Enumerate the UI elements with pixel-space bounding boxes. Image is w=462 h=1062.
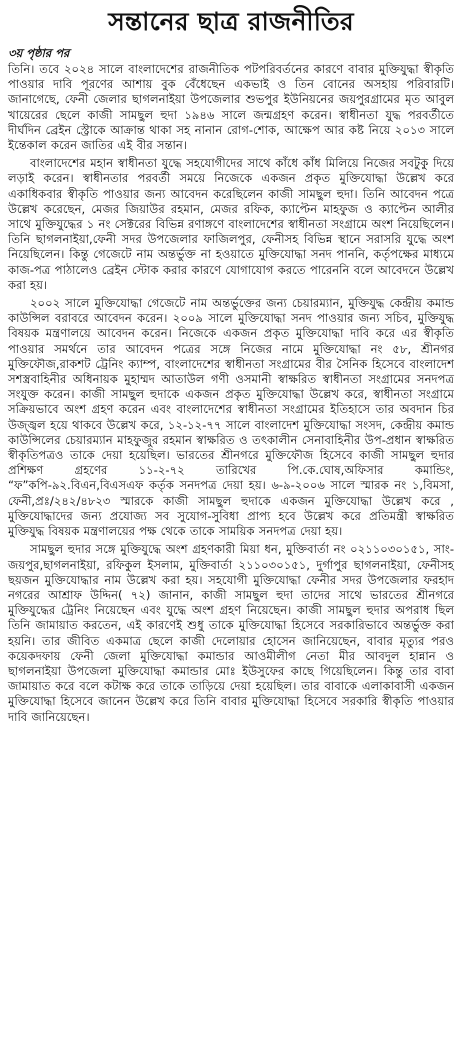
continuation-note: ৩য় পৃষ্ঠার পর [8,46,70,60]
article-paragraph-2: বাংলাদেশের মহান স্বাধীনতা যুদ্ধে সহযোগীদের সাথে কাঁধে কাঁধ মিলিয়ে নিজের সবটুকু দিয়ে লড়াই করেন। স্বাধীনতার পরবর্তী সময়ে নিজেকে একজন প্রকৃত মুক্তিযোদ্ধা উল্লেখ করে একাধিকবার স্বীকৃতি পাওয়ার জন্য আবেদন করেছিলেন কাজী সামছুল হুদা। তিনি আবেদন পত্রে উল্লেখ করেছেন, মেজর জিয়াউর রহমান, মেজর রফিক, ক্যাপ্টেন মাহফুজ ও ক্যাপ্টেন আলীর সাথে মুক্তিযুদ্ধের ১ নং সেক্টরের বিভিন্ন রণাঙ্গণে বাংলাদেশের স্বাধীনতা সংগ্রামে অংশ নিয়েছিলেন। তিনি ছাগলনাইয়া,ফেনী সদর উপজেলার ফাজিলপুর, ফেনীসহ বিভিন্ন স্থানে সরাসরি যুদ্ধে অংশ নিয়েছিলেন। কিন্তু গেজেটে নাম অন্তর্ভুক্ত না হওয়াতে মুক্তিযোদ্ধা সনদ পাননি, কর্তৃপক্ষের মাধ্যমে কাজ-পত্র পাঠালেও ব্রেইন স্টোক করার কারণে যোগাযোগ করতে পারেননি বলে আবেদনে উল্লেখ করা হয়। [8,156,454,292]
article-paragraph-4: সামছুল হুদার সঙ্গে মুক্তিযুদ্ধে অংশ গ্রহণকারী মিয়া ধন, মুক্তিবার্তা নং ০২১১০৩০১৫১, সাং-জয়পুর,ছাগলনাইয়া, রফিকুল ইসলাম, মুক্তিবার্তা ২১১০৩০১৫১, দুর্গাপুর ছাগলনাইয়া, ফেনীসহ ছয়জন মুক্তিযোদ্ধার নাম উল্লেখ করা হয়। সহযোগী মুক্তিযোদ্ধা ফেনীর সদর উপজেলার ফরহাদ নগরের আশ্রাফ উদ্দিন( ৭২) জানান, কাজী সামছুল হুদা তাদের সাথে ভারতের শ্রীনগরে মুক্তিযুদ্ধের ট্রেনিং নিয়েছেন এবং যুদ্ধে অংশ গ্রহণ নিয়েছেন। কাজী সামছুল হুদার অপরাধ ছিল তিনি জামায়াত করতেন, এই কারণেই শুধু তাকে মুক্তিযোদ্ধা হিসেবে সরকারিভাবে অন্তর্ভুক্ত করা হয়নি। তার জীবিত একমাত্র ছেলে কাজী দেলোয়ার হোসেন জানিয়েছেন, বাবার মৃত্যুর পরও কয়েকদফায় ফেনী জেলা মুক্তিযোদ্ধা কমান্ডার আওমীলীগ নেতা মীর আবদুল হান্নান ও ছাগলনাইয়া উপজেলা মুক্তিযোদ্ধা কমান্ডার মোঃ ইউসুফের কাছে গিয়েছিলেন। কিন্তু তার বাবা জামায়াত করে বলে কটাক্ষ করে তাকে তাড়িয়ে দেয়া হয়েছিল। তার বাবাকে এলাকাবাসী একজন মুক্তিযোদ্ধা হিসেবে জানেন উল্লেখ করে তিনি বাবার মুক্তিযোদ্ধা হিসেবে সরকারি স্বীকৃতি পাওয়ার দাবি জানিয়েছেন। [8,542,454,724]
article-paragraph-1: তিনি। তবে ২০২৪ সালে বাংলাদেশের রাজনীতিক পটপরিবর্তনের কারণে বাবার মুক্তিযুদ্ধা স্বীকৃতি পাওয়ার দাবি পূরণের আশায় বুক বেঁধেছেন একভাই ও তিন বোনের অসহায় পরিবারটি। জানাগেছে, ফেনী জেলার ছাগলনাইয়া উপজেলার শুভপুর ইউনিয়নের জয়পুরগ্রামের মৃত আবুল খায়েরের ছেলে কাজী সামছুল হুদা ১৯৪৬ সালে জন্মগ্রহণ করেন। স্বাধীনতা যুদ্ধ পরবর্তীতে দীর্ঘদিন ব্রেইন স্ট্রোকে আক্রান্ত থাকা সহ নানান রোগ-শোক, আক্ষেপ আর কষ্ট নিয়ে ২০১৩ সালে ইন্তেকাল করেন জাতির এই বীর সন্তান। [8,62,454,153]
article-headline: সন্তানের ছাত্র রাজনীতির [108,7,354,36]
article-paragraph-3: ২০০২ সালে মুক্তিযোদ্ধা গেজেটে নাম অন্তর্ভুক্তের জন্য চেয়ারম্যান, মুক্তিযুদ্ধ কেন্দ্রীয় কমান্ড কাউন্সিল বরাবরে আবেদন করেন। ২০০৯ সালে মুক্তিযোদ্ধা সনদ পাওয়ার জন্য সচিব, মুক্তিযুদ্ধ বিষয়ক মন্ত্রণালয়ে আবেদন করেন। নিজেকে একজন প্রকৃত মুক্তিযোদ্ধা দাবি করে এর স্বীকৃতি পাওয়ার সমর্থনে তার আবেদন পত্রের সঙ্গে নিজের নামে মুক্তিযোদ্ধা নং ৫৮, শ্রীনগর মুক্তিফৌজ,রাকশট ট্রেনিং ক্যাম্প, বাংলাদেশের স্বাধীনতা সংগ্রামের বীর সৈনিক হিসেবে বাংলাদেশ সশস্ত্রবাহিনীর অধিনায়ক মুহাম্মদ আতাউল গণী ওসমানী স্বাক্ষরিত স্বাধীনতা সংগ্রামের সনদপত্র সংযুক্ত করেন। কাজী সামছুল হুদাকে একজন প্রকৃত মুক্তিযোদ্ধা উল্লেখ করে, স্বাধীনতা সংগ্রামে সক্রিয়ভাবে অংশ গ্রহণ করেন এবং বাংলাদেশের স্বাধীনতা সংগ্রামের ইতিহাসে তার অবদান চির উজ্জ্বল হয়ে থাকবে উল্লেখ করে, ১২-১২-৭৭ সালে বাংলাদেশ মুক্তিযোদ্ধা সংসদ, কেন্দ্রীয় কমান্ড কাউন্সিলের চেয়ারম্যান মাহফুজুর রহমান স্বাক্ষরিত ও তৎকালীন সেনাবাহিনীর উপ-প্রধান স্বাক্ষরিত স্বীকৃতিপত্রও তাকে দেয়া হয়েছিল। ভারতের শ্রীনগরে মুক্তিফৌজ হিসেবে কাজী সামছুল হুদার প্রশিক্ষণ গ্রহণের ১১-২-৭২ তারিখের পি.কে.ঘোষ,অফিসার কমান্ডিং, “ফ”কপি-৯২.বিএন,বিএসএফ কর্তৃক সনদপত্র দেয়া হয়। ৬-৯-২০০৬ সালে স্মারক নং ১,বিমসা, ফেনী,প্রঃ/২৪২/৪৮২৩ স্মারকে কাজী সামছুল হুদাকে একজন মুক্তিযোদ্ধা উল্লেখ করে , মুক্তিযোদ্ধাদের জন্য প্রযোজ্য সব সুযোগ-সুবিধা প্রাপ্য হবে উল্লেখ করে প্রতিমন্ত্রী স্বাক্ষরিত মুক্তিযুদ্ধ বিষয়ক মন্ত্রণালয়ের পক্ষ থেকে তাকে সাময়িক সনদপত্র দেয়া হয়। [8,296,454,539]
